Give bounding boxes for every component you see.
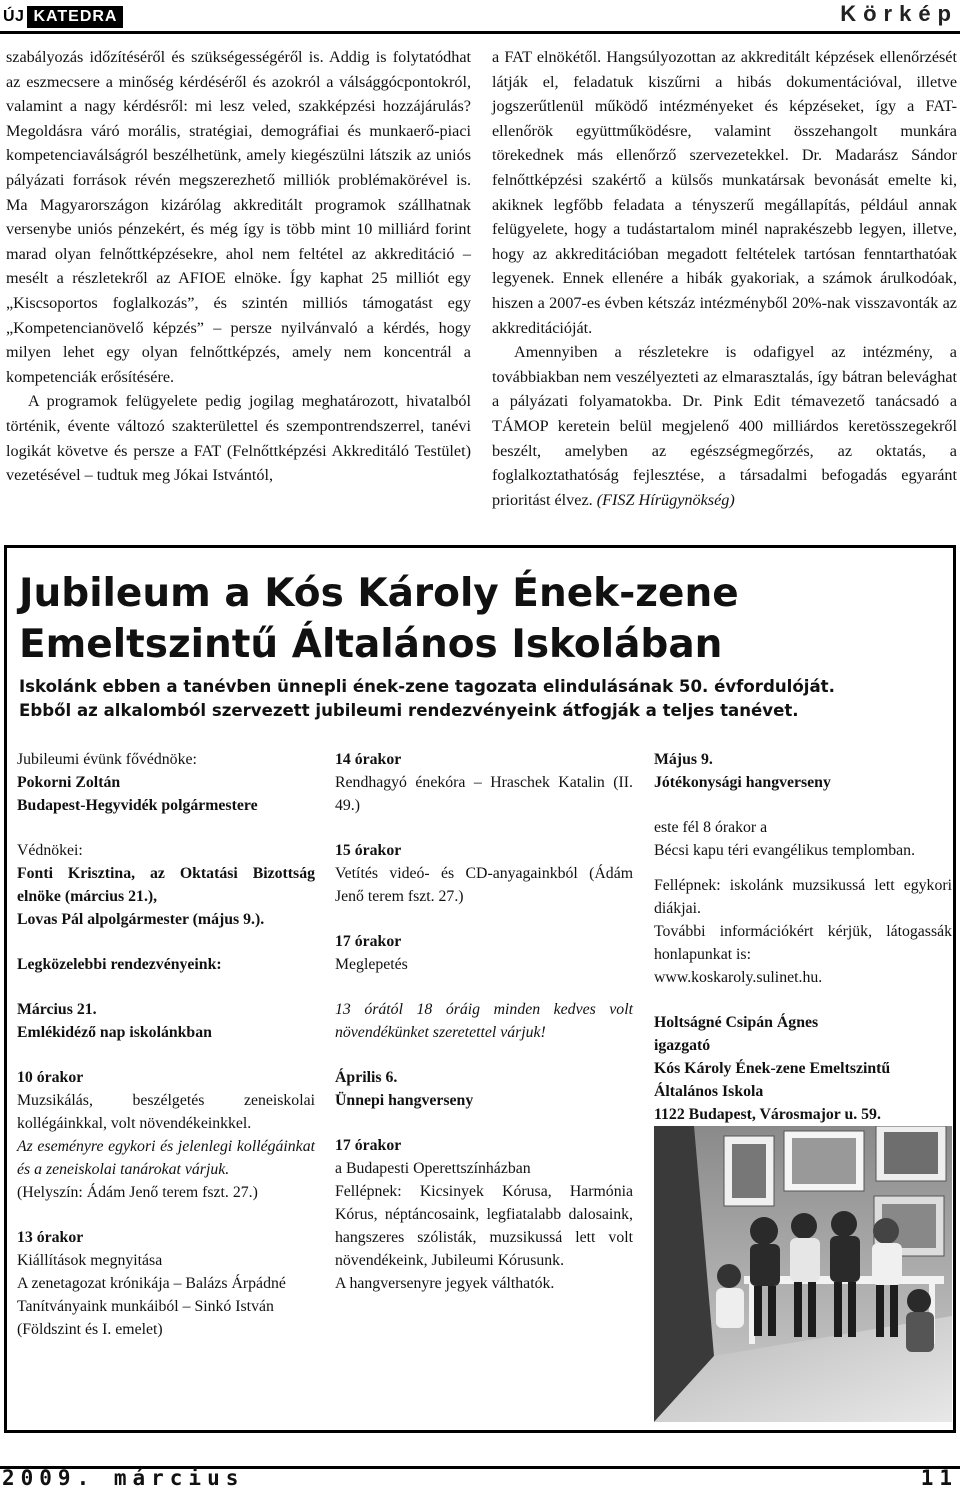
article-paragraph: szabályozás időzítéséről és szükségességéről is. Addig is folytatódhat az eszmecsere a minőség kérdéséről és azokról a válsággócpontokról, valamint a nagy kérdésről: mi lesz veled, szakképzési hozzájárulás? Megoldásra váró morális, stratégiai, demográfiai és munkaerő-piaci kompetenciaválságról beszélhetünk, amely kiegészülni látszik az uniós pályázati források révén megszerezhető milliók problémakörével is. Ma Magyarországon kizárólag akkreditált programok szállhatnak versenybe uniós pénzekért, és még így is több mint 10 milliárd forint marad olyan felnőttképzésekre, ahol nem feltétel az akkreditáció – mesélt a részletekről az AFIOE elnöke. Így kaphat 25 milliót egy „Kiscsoportos foglalkozás”, és szintén milliós támogatást egy „Kompetencianövelő képzés” – persze nyilvánvaló a kérdés, hogy milyen lehet egy olyan felnőttképzés, amely nem koncentrál a kompetenciák erősítésére.: [6, 48, 471, 386]
program-item: [335, 839, 633, 908]
welcome-text: 13 órától 18 óráig minden kedves volt növendékünket szeretettel várjuk!: [335, 1001, 633, 1041]
patron-block: [17, 748, 315, 817]
upcoming-heading: [17, 953, 315, 976]
program-text: Rendhagyó énekóra – Hraschek Katalin (II. 49.): [335, 774, 633, 814]
sponsor-entry: Fonti Krisztina, az Oktatási Bizottság elnöke (március 21.),: [17, 865, 315, 905]
event-title: Jótékonysági hangverseny: [654, 774, 831, 791]
program-item: [335, 1134, 633, 1295]
article-source: (FISZ Hírügynökség): [596, 490, 735, 509]
patron-label: Jubileumi évünk fővédnöke:: [17, 751, 197, 768]
header-rule: [0, 31, 960, 34]
article-paragraph: A programok felügyelete pedig jogilag meghatározott, hivatalból történik, évente változó szakterülettel és szempontrendszerrel, tanévi logikát követve és persze a FAT (Felnőttképzési Akkreditáló Testület) vezetésével – tudtuk meg Jókai Istvántól,: [6, 392, 471, 485]
page-header: [0, 0, 960, 34]
signature-address: 1122 Budapest, Városmajor u. 59.: [654, 1106, 881, 1123]
program-time: 10 órakor: [17, 1069, 84, 1086]
program-note: Az eseményre egykori és jelenlegi kollégáinkat és a zeneiskolai tanárokat várjuk.: [17, 1138, 315, 1178]
event-block: [17, 998, 315, 1044]
signature-role: igazgató: [654, 1037, 711, 1054]
patron-name: Pokorni Zoltán: [17, 774, 121, 791]
program-text: Meglepetés: [335, 956, 408, 973]
sponsors-block: [17, 839, 315, 931]
program-text: Fellépnek: iskolánk muzsikussá lett egykori diákjai.: [654, 877, 952, 917]
event-date: Március 21.: [17, 1001, 97, 1018]
signature-block: [654, 1011, 952, 1126]
program-text: A hangversenyre jegyek válthatók.: [335, 1275, 555, 1292]
page-number: 11: [920, 1466, 958, 1490]
program-text: A zenetagozat krónikája – Balázs Árpádné: [17, 1275, 286, 1292]
program-item: [335, 748, 633, 817]
program-place: a Budapesti Operettszínházban: [335, 1160, 531, 1177]
program-text: Kiállítások megnyitása: [17, 1252, 163, 1269]
program-item: [335, 930, 633, 976]
program-time: 17 órakor: [335, 933, 402, 950]
patron-role: Budapest-Hegyvidék polgármestere: [17, 797, 258, 814]
feature-lead-line: Ebből az alkalomból szervezett jubileumi rendezvényeink átfogják a teljes tanévet.: [19, 701, 799, 720]
program-time: 17 órakor: [335, 1137, 402, 1154]
event-date: Május 9.: [654, 751, 713, 768]
section-title: Körkép: [840, 1, 958, 26]
signature-name: Holtságné Csipán Ágnes: [654, 1014, 819, 1031]
program-time: este fél 8 órakor a: [654, 819, 768, 836]
photo-illustration: [654, 1126, 952, 1422]
sponsors-label: Védnökei:: [17, 842, 83, 859]
program-text: Tanítványaink munkáiból – Sinkó István: [17, 1298, 274, 1315]
feature-column-1: [17, 748, 315, 1363]
program-text: Fellépnek: Kicsinyek Kórusa, Harmónia Kórus, néptáncosaink, legfiatalabb dalosaink, hangszeres szólisták, muzsikussá lett volt növendékeink, Jubileumi Kórusunk.: [335, 1183, 633, 1269]
magazine-logo: [0, 6, 123, 28]
feature-column-2: [335, 748, 633, 1317]
article-paragraph: a FAT elnökétől. Hangsúlyozottan az akkreditált képzések ellenőrzését látják el, feladatuk kiszűrni a hibás dokumentációval, illetve jogszerűtlenül működő intézményeket és képzéseket, így a FAT-ellenőrök együttműködésre, valamint összehangolt munkára törekednek más ellenőrző szervezetekkel. Dr. Madarász Sándor felnőttképzési szakértő a külsős munkatársak bevonását emelte ki, akiknek legfőbb feladata a tényszerű megállapítás, például annak felügyelete, hogy a tudástartalom minél naprakészebb legyen, illetve, hogy az akkreditációban megadott feltételek tartósan fenntarthatóak legyenek. Ennek ellenére a hibák gyakoriak, a számok árulkodóak, hiszen a 2007-es évben kétszáz intézményből 20%-nak visszavonták az akkreditációját.: [492, 48, 957, 337]
signature-school: Általános Iskola: [654, 1083, 764, 1100]
jubilee-box: [4, 545, 956, 1433]
feature-title-line: Jubileum a Kós Károly Ének-zene: [19, 571, 739, 616]
welcome-note: [335, 998, 633, 1044]
info-text: További információkért kérjük, látogassák honlapunkat is:: [654, 923, 952, 963]
event-date: Április 6.: [335, 1069, 398, 1086]
program-item: [17, 1066, 315, 1204]
info-block: [654, 920, 952, 989]
school-photo: [654, 1126, 952, 1422]
feature-title-line: Emeltszintű Általános Iskolában: [19, 622, 723, 667]
website-link[interactable]: www.koskaroly.sulinet.hu.: [654, 969, 823, 986]
feature-lead-line: Iskolánk ebben a tanévben ünnepli ének-zene tagozata elindulásának 50. évfordulóját.: [19, 677, 835, 696]
event-title: Ünnepi hangverseny: [335, 1092, 474, 1109]
event-title: Emlékidéző nap iskolánkban: [17, 1024, 212, 1041]
upcoming-label: Legközelebbi rendezvényeink:: [17, 956, 222, 973]
program-item: [654, 816, 952, 862]
article-column-right: [492, 45, 957, 512]
issue-date: 2009. március: [2, 1466, 245, 1490]
feature-title: [19, 568, 939, 670]
program-place: Bécsi kapu téri evangélikus templomban.: [654, 842, 916, 859]
program-time: 15 órakor: [335, 842, 402, 859]
logo-main: KATEDRA: [27, 6, 123, 28]
feature-lead: [19, 675, 939, 723]
event-block: [654, 748, 952, 794]
feature-column-3: [654, 748, 952, 1148]
sponsor-entry: Lovas Pál alpolgármester (május 9.).: [17, 911, 265, 928]
program-text: Muzsikálás, beszélgetés zeneiskolai kollégáinkkal, volt növendékeinkkel.: [17, 1092, 315, 1132]
program-place: (Helyszín: Ádám Jenő terem fszt. 27.): [17, 1184, 258, 1201]
program-place: (Földszint és I. emelet): [17, 1321, 163, 1338]
article-column-left: [6, 45, 471, 488]
article-text: Amennyiben a részletekre is odafigyel az intézmény, a továbbiakban nem veszélyezteti az elmarasztalás, így bátran belevághat a pályázati folyamatokba. Dr. Pink Edit témavezető tanácsadó a TÁMOP keretein belül megjelenő 400 milliárdos keretösszegekről beszélt, amelyben az egészségmegőrzés, az oktatás, a foglalkoztathatóság fejlesztése, a társadalmi befogadás egyaránt prioritást élvez.: [492, 343, 957, 509]
program-time: 14 órakor: [335, 751, 402, 768]
program-time: 13 órakor: [17, 1229, 84, 1246]
article-paragraph: [492, 340, 957, 512]
event-block: [335, 1066, 633, 1112]
program-text: Vetítés videó- és CD-anyagainkból (Ádám Jenő terem fszt. 27.): [335, 865, 633, 905]
logo-prefix: ÚJ: [0, 6, 27, 28]
program-item: [17, 1226, 315, 1341]
signature-school: Kós Károly Ének-zene Emeltszintű: [654, 1060, 891, 1077]
